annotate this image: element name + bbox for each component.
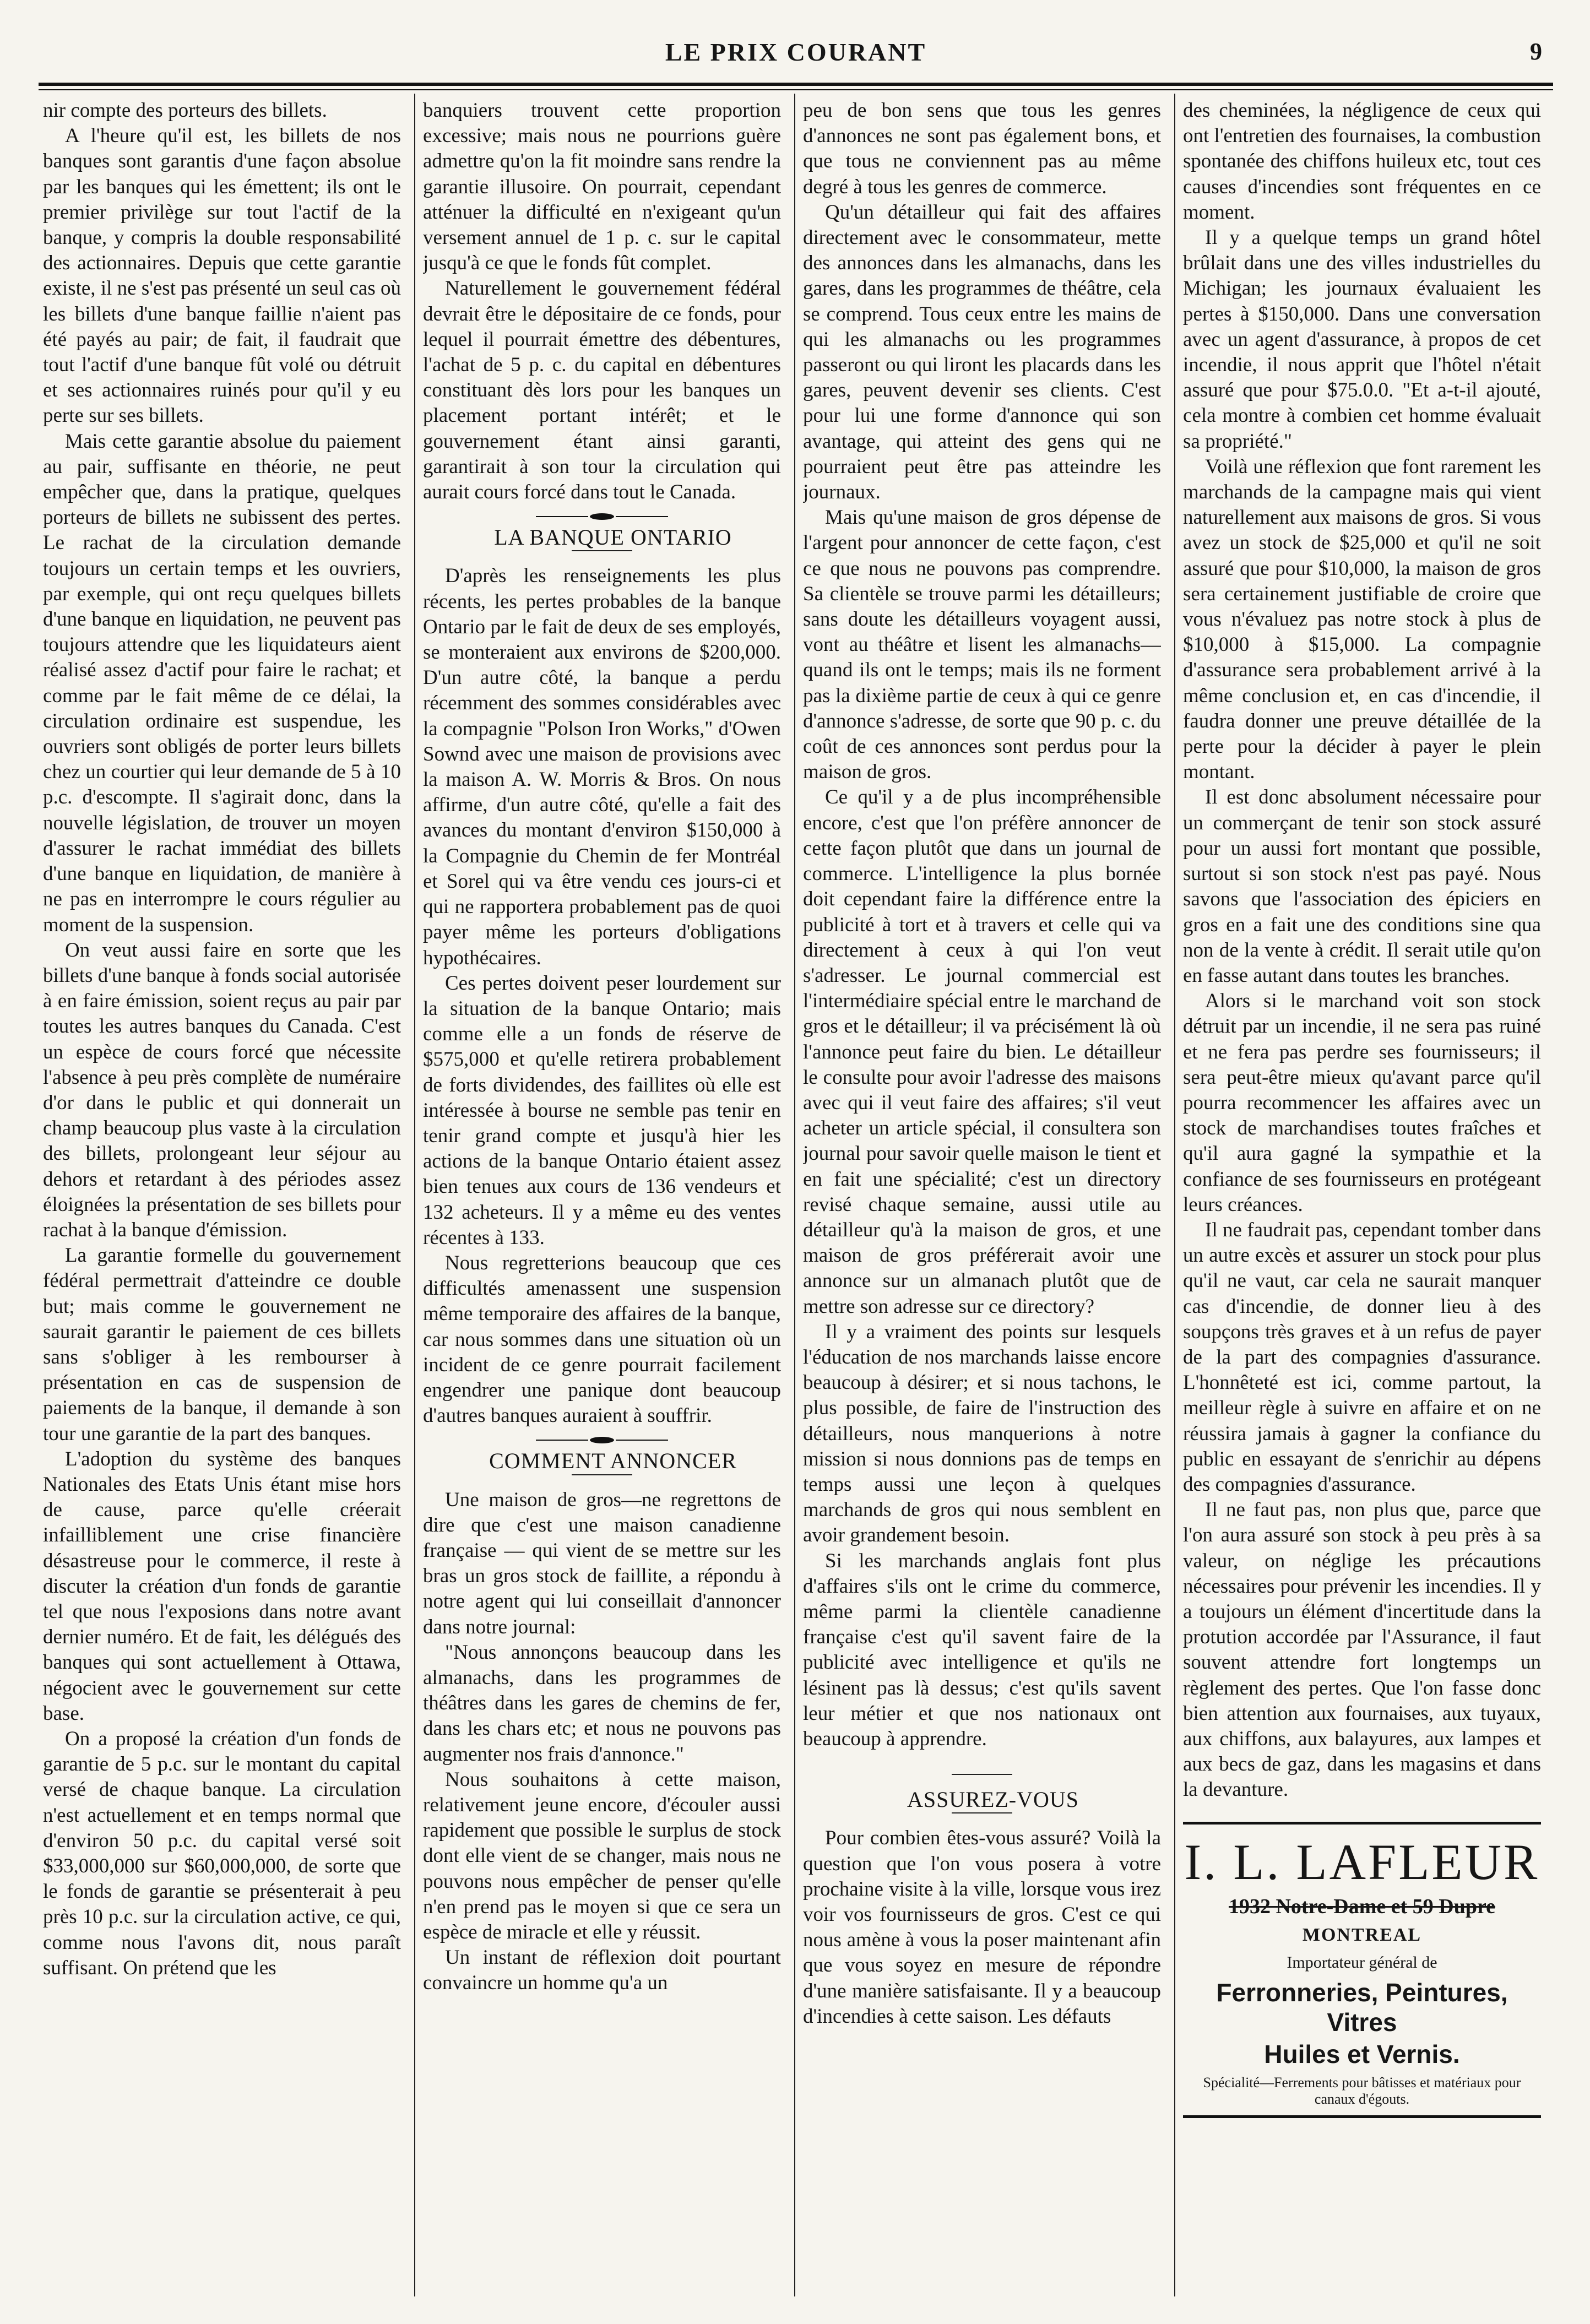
- ad-subtitle: Importateur général de: [1287, 1953, 1437, 1972]
- paragraph: Alors si le marchand voit son stock détruit par un incendie, il ne sera pas ruiné et ne fera pas perdre ses fournisseurs; il sera peut-être mieux qu'avant parce qu'il pourra recommencer les affaires avec un stock de marchandises toutes fraîches et qu'il aura gagné la sympathie et la confiance de ses fournisseurs en protégeant leurs créances.: [1183, 990, 1541, 1216]
- paragraph: Pour combien êtes-vous assuré? Voilà la question que l'on vous posera à votre prochaine visite à la ville, lorsque vous irez voir vos fournisseurs de gros. C'est ce qui nous amène à vous la poser maintenant afin que vous soyez en mesure de répondre d'une manière satisfaisante. Il y a beaucoup d'incendies à cette saison. Les défauts: [803, 1827, 1161, 2028]
- paragraph: nir compte des porteurs des billets.: [43, 99, 327, 122]
- paragraph: Naturellement le gouvernement fédéral devrait être le dépositaire de ce fonds, pour lequel il pourrait émettre des débentures, l'achat de 5 p. c. du capital en débentures constituant dès lors pour les banques un placement portant intérêt; et le gouvernement étant ainsi garanti, garantirait à son tour la circulation qui aurait cours forcé dans tout le Canada.: [423, 277, 781, 504]
- paragraph: L'adoption du système des banques Nationales des Etats Unis étant mise hors de cause, parce qu'elle créerait infailliblement une crise financière désastreuse pour le commerce, il reste à discuter la création d'un fonds de garantie tel que nous l'exposions dans notre avant dernier numéro. Et de fait, les délégués des banques qui sont actuellement à Ottawa, négocient avec le gouvernement sur cette base.: [43, 1447, 401, 1725]
- paragraph: Il y a vraiment des points sur lesquels l'éducation de nos marchands laisse encore beaucoup à désirer; et si nous tachons, le plus possible, de faire de l'instruction des détailleurs, nous manquerions à notre mission si nous donnions pas de temps en temps aussi une leçon à quelques marchands de gros qui nous semblent en avoir grandement besoin.: [803, 1320, 1161, 1547]
- page-number: 9: [1530, 38, 1542, 65]
- paragraph: Mais qu'une maison de gros dépense de l'argent pour annoncer de cette façon, c'est ce que nous ne pouvons pas comprendre. Sa clientèle se trouve parmi les détailleurs; sans doute les détailleurs voyagent aussi, vont au théâtre et lisent les almanachs—quand ils ont le temps; mais ils ne forment pas la dixième partie de ceux à qui ce genre d'annonce s'adresse, de sorte que 90 p. c. du coût de ces annonces sont perdus pour la maison de gros.: [803, 506, 1161, 784]
- column-2: [423, 98, 781, 2293]
- paragraph: Il ne faut pas, non plus que, parce que l'on aura assuré son stock à peu près à sa valeur, on néglige les précautions nécessaires pour prévenir les incendies. Il y a toujours un élément d'incertitude dans la protution accordée par l'Assurance, il faut souvent attendre fort longtemps un règlement des pertes. Que l'on fasse donc bien attention aux fournaises, aux tuyaux, aux chiffons, aux balayures, aux lampes et aux becs de gaz, dans les magasins et dans la devanture.: [1183, 1498, 1541, 1801]
- ad-city: MONTREAL: [1302, 1924, 1422, 1945]
- masthead-title: LE PRIX COURANT: [665, 38, 927, 66]
- paragraph: Nous souhaitons à cette maison, relativement jeune encore, d'écouler aussi rapidement que possible le surplus de stock dont elle vient de se changer, mais nous ne pouvons nous empêcher de penser qu'elle n'en prend pas le moyen si que ce sera un espèce de miracle et elle y réussit.: [423, 1768, 781, 1944]
- ad-address: 1932 Notre-Dame et 59 Dupre: [1228, 1894, 1496, 1918]
- paragraph: Il est donc absolument nécessaire pour un commerçant de tenir son stock assuré pour un aussi fort montant que possible, surtout si son stock n'est pas payé. Nous savons que l'association des épiciers en gros en a fait une des conditions sine qua non de la vente à crédit. Il serait utile qu'on en fasse autant dans toutes les branches.: [1183, 786, 1541, 987]
- paragraph: A l'heure qu'il est, les billets de nos banques sont garantis d'une façon absolue par les banques qui les émettent; ils ont le premier privilège sur tout l'actif de la banque, y compris la double responsabilité des actionnaires. Depuis que cette garantie existe, il ne s'est pas présenté un seul cas où les billets d'une banque faillie n'aient pas été payés au pair; de fait, il faudrait que tout l'actif d'une banque fût volé ou détruit et ses actionnaires ruinés pour qu'il y eu perte sur ses billets.: [43, 124, 401, 427]
- paragraph: On veut aussi faire en sorte que les billets d'une banque à fonds social autorisée à en faire émission, soient reçus au pair par toutes les autres banques du Canada. C'est un espèce de cours forcé que nécessite l'absence à peu près complète de numéraire d'or dans le public et qui donnerait un champ beaucoup plus vaste à la circulation des billets, prolongeant leur séjour au dehors et retardant à des périodes assez éloignées la présentation de ses billets pour rachat à la banque d'émission.: [43, 938, 401, 1241]
- ad-specialty: Spécialité—Ferrements pour bâtisses et matériaux pour canaux d'égouts.: [1203, 2075, 1521, 2108]
- paragraph: Qu'un détailleur qui fait des affaires directement avec le consommateur, mette des annonces dans les almanachs, dans les gares, dans les programmes de théâtre, cela se comprend. Tous ceux entre les mains de qui les almanachs ou les programmes passeront ou qui liront les placards dans les gares, peuvent devenir ses clients. C'est pour lui une forme d'annonce qui son avantage, qui atteint des gens qui ne pourraient peut être pas atteindre les journaux.: [803, 200, 1161, 504]
- section-ornament: [536, 512, 668, 522]
- column-divider: [414, 94, 415, 2296]
- paragraph: Ces pertes doivent peser lourdement sur la situation de la banque Ontario; mais comme elle a un fonds de réserve de $575,000 et qu'elle retirera probablement de forts dividendes, des faillites où elle est intéressée à bourse ne semble pas tenir en tenir grand compte et jusqu'à hier les actions de la banque Ontario étaient assez bien tenues aux cours de 136 vendeurs et 132 acheteurs. Il y a même eu des ventes récentes à 133.: [423, 971, 781, 1249]
- paragraph: "Nous annonçons beaucoup dans les almanachs, dans les programmes de théâtres dans les gares de chemins de fer, dans les chars etc; et nous ne pouvons pas augmenter nos frais d'annonce.": [423, 1641, 781, 1766]
- ad-goods-line: Huiles et Vernis.: [1264, 2040, 1460, 2069]
- section-ornament: [536, 1435, 668, 1445]
- advertisement: [1183, 1822, 1541, 2119]
- ad-company-name: I. L. LAFLEUR: [1184, 1833, 1540, 1890]
- paragraph: Ce qu'il y a de plus incompréhensible encore, c'est que l'on préfère annoncer de cette façon plutôt que dans un journal de commerce. L'intelligence la plus bornée doit cependant faire la différence entre la publicité à tort et à travers et celle qui va directement à ceux à qui l'on veut s'adresser. Le journal commercial est l'intermédiaire spécial entre le marchand de gros et le détailleur; il va précisément là où l'annonce peut faire du bien. Le détailleur le consulte pour avoir l'adresse des maisons avec qui il veut faire des affaires; s'il veut acheter un article spécial, il consultera son journal pour savoir quelle maison le tient et en fait une spécialité; c'est un directory revisé chaque semaine, aussi utile au détailleur qu'à la maison de gros, et une maison de gros préférerait avoir une annonce sur un almanach plutôt que de mettre son adresse sur ce directory?: [803, 786, 1161, 1318]
- paragraph: peu de bon sens que tous les genres d'annonces ne sont pas également bons, et que tous ne conviennent pas au même degré à tous les genres de commerce.: [803, 99, 1161, 198]
- paragraph: Une maison de gros—ne regrettons de dire que c'est une maison canadienne française — qui vient de se mettre sur les bras un gros stock de faillite, a répondu à notre agent qui lui conseillait d'annoncer dans notre journal:: [423, 1488, 781, 1638]
- heading-rule: [572, 1474, 632, 1475]
- paragraph: On a proposé la création d'un fonds de garantie de 5 p.c. sur le montant du capital versé de chaque banque. La circulation n'est actuellement et en temps normal que d'environ 50 p.c. du capital versé soit $33,000,000 sur $60,000,000, de sorte que le fonds de garantie se présenterait à peu près 10 p.c. sur la circulation active, ce qui, comme nous l'avons dit, nous paraît suffisant. On prétend que les: [43, 1728, 401, 1979]
- paragraph: D'après les renseignements les plus récents, les pertes probables de la banque Ontario par le fait de deux de ses employés, se monteraient aux environs de $200,000. D'un autre côté, la banque a perdu récemment des sommes considérables avec la compagnie "Polson Iron Works," d'Owen Sownd avec une maison de provisions avec la maison A. W. Morris & Bros. On nous affirme, d'un autre côté, qu'elle a fait des avances du montant d'environ $150,000 à la Compagnie du Chemin de fer Montréal et Sorel qui va être vendu ces jours-ci et qui ne rapportera probablement pas de quoi payer même les porteurs d'obligations hypothécaires.: [423, 564, 781, 969]
- page-header: [39, 34, 1553, 77]
- column-divider: [794, 94, 795, 2296]
- heading-rule: [572, 550, 632, 551]
- paragraph: banquiers trouvent cette proportion excessive; mais nous ne pourrions guère admettre qu'on la fit moindre sans rendre la garantie illusoire. On pourrait, cependant atténuer la difficulté en n'exigeant qu'un versement annuel de 1 p. c. sur le capital jusqu'à ce que le fonds fût complet.: [423, 99, 781, 275]
- paragraph: Si les marchands anglais font plus d'affaires s'ils ont le crime du commerce, même parmi la clientèle canadienne française c'est qu'il savent faire de la publicité avec intelligence et qu'ils ne lésinent pas là dessus; c'est qu'ils savent leur métier et que nos nationaux ont beaucoup à apprendre.: [803, 1549, 1161, 1750]
- paragraph: Un instant de réflexion doit pourtant convaincre un homme qu'a un: [423, 1946, 781, 1995]
- paragraph: Il ne faudrait pas, cependant tomber dans un autre excès et assurer un stock pour plus qu'il ne vaut, car cela ne saurait manquer cas d'incendie, de donner lieu à des soupçons très graves et à un refus de payer de la part des compagnies d'assurance. L'honnêteté est ici, comme partout, la meilleur règle à suivre en affaire et on ne réussira jamais à gagner la confiance du public en essayant de s'enrichir au dépens des compagnies d'assurance.: [1183, 1218, 1541, 1496]
- column-divider: [1174, 94, 1175, 2296]
- column-3: [803, 98, 1161, 2293]
- column-1: [43, 98, 401, 2293]
- column-4: [1183, 98, 1541, 2293]
- header-rule-thin: [39, 89, 1553, 90]
- paragraph: Mais cette garantie absolue du paiement au pair, suffisante en théorie, ne peut empêcher que, dans la pratique, quelques porteurs de billets ne subissent des pertes. Le rachat de la circulation demande toujours un certain temps et les ouvriers, par exemple, qui ont reçu quelques billets d'une banque en liquidation, ne peuvent pas toujours attendre que les liquidateurs aient réalisé assez d'actif pour faire le rachat; et comme par le fait même de ce délai, la circulation ordinaire est suspendue, les ouvriers sont obligés de porter leurs billets chez un courtier qui leur demande de 5 à 10 p.c. d'escompte. Il s'agirait donc, dans la nouvelle législation, de trouver un moyen d'assurer le rachat immédiat des billets d'une banque en liquidation, de manière à ne pas en interrompre le cours régulier au moment de la suspension.: [43, 430, 401, 936]
- heading-rule: [952, 1812, 1012, 1813]
- paragraph: Il y a quelque temps un grand hôtel brûlait dans une des villes industrielles du Michigan; les journaux évaluaient les pertes à $150,000. Dans une conversation avec un agent d'assurance, à propos de cet incendie, il nous apprit que l'hôtel n'était assuré que pour $75.0.0. "Et a-t-il ajouté, cela montre à combien cet homme évaluait sa propriété.": [1183, 226, 1541, 453]
- header-rule-thick: [39, 83, 1553, 86]
- paragraph: La garantie formelle du gouvernement fédéral permettrait d'atteindre ce double but; mais comme le gouvernement ne saurait garantir le paiement de ces billets sans s'obliger à les rembourser à présentation en cas de suspension de paiements de la banque, il demande à son tour une garantie de la part des banques.: [43, 1244, 401, 1445]
- ad-goods-line: Ferronneries, Peintures, Vitres: [1216, 1978, 1508, 2037]
- section-heading: COMMENT ANNONCER: [489, 1448, 737, 1474]
- paragraph: Voilà une réflexion que font rarement les marchands de la campagne mais qui vient naturellement aux maisons de gros. Si vous avez un stock de $25,000 et qu'il ne soit assuré que pour $10,000, la maison de gros sera certainement justifiable de croire que vous n'évaluez pas notre stock à plus de $10,000 à $15,000. La compagnie d'assurance sera probablement arrivé à la même conclusion et, en cas d'incendie, il faudra donner une preuve détaillée de la perte pour la décider à payer le plein montant.: [1183, 455, 1541, 784]
- section-heading: LA BANQUE ONTARIO: [494, 525, 732, 550]
- section-heading: ASSUREZ-VOUS: [907, 1787, 1079, 1812]
- paragraph: des cheminées, la négligence de ceux qui ont l'entretien des fournaises, la combustion spontanée des chiffons huileux etc, tout ces causes d'incendies sont fréquentes en ce moment.: [1183, 99, 1541, 224]
- section-rule: [952, 1774, 1012, 1775]
- paragraph: Nous regretterions beaucoup que ces difficultés amenassent une suspension même temporaire des affaires de la banque, car nous sommes dans une situation où un incident de ce genre pourrait facilement engendrer une panique dont beaucoup d'autres banques auraient à souffrir.: [423, 1251, 781, 1427]
